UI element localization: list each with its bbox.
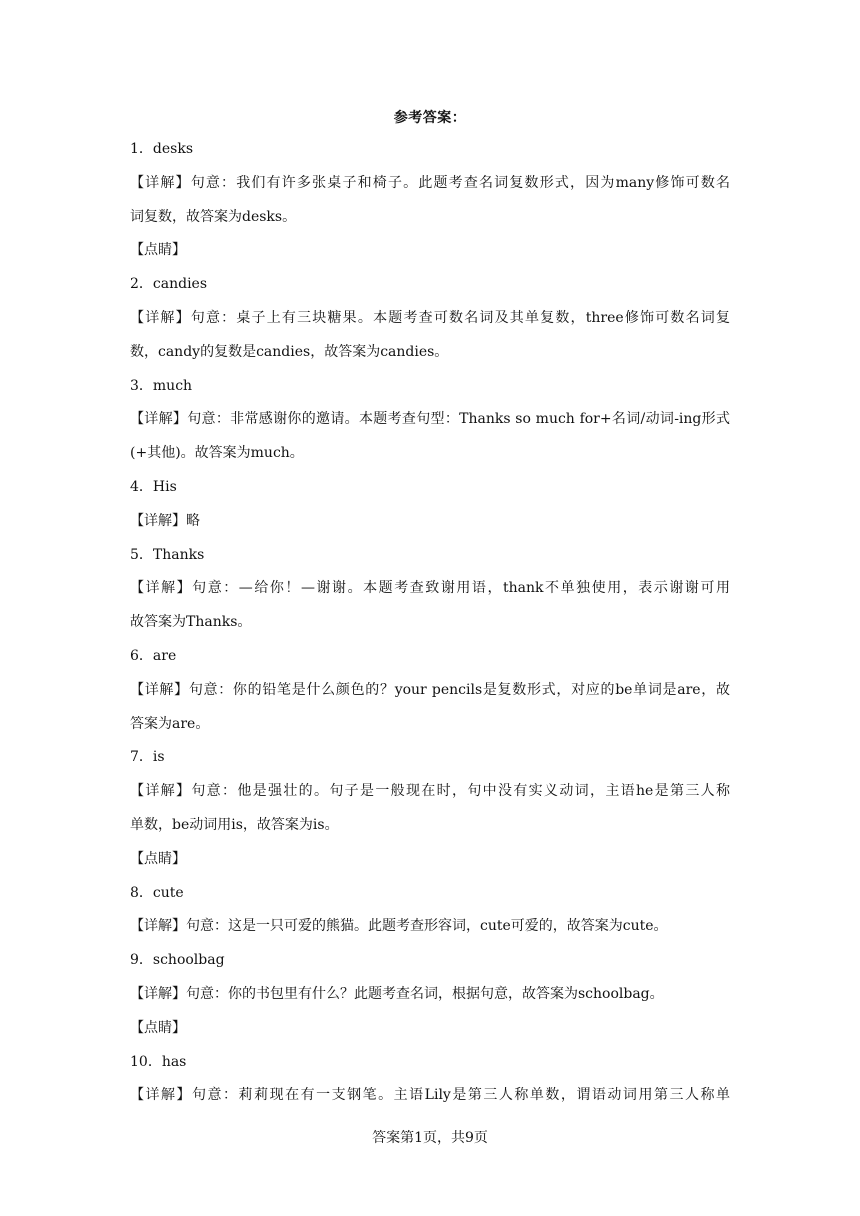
- explanation-line: 词复数，故答案为desks。: [130, 208, 297, 225]
- explanation-line: 【详解】句意：他是强壮的。句子是一般现在时，句中没有实义动词，主语he是第三人称: [130, 783, 730, 800]
- answer-number-5: 5．Thanks: [130, 546, 205, 563]
- explanation-line: 【详解】句意：你的铅笔是什么颜色的？your pencils是复数形式，对应的be单词是are，故: [130, 681, 730, 698]
- explanation-line: 【详解】略: [130, 512, 200, 529]
- answer-number-9: 9．schoolbag: [130, 952, 225, 969]
- explanation-line: 【详解】句意：桌子上有三块糖果。本题考查可数名词及其单复数，three修饰可数名词复: [130, 309, 730, 326]
- answer-number-8: 8．cute: [130, 884, 184, 901]
- explanation-line: 【详解】句意：我们有许多张桌子和椅子。此题考查名词复数形式，因为many修饰可数名: [130, 174, 730, 191]
- answer-number-6: 6．are: [130, 647, 177, 664]
- explanation-line: 【详解】句意：—给你！—谢谢。本题考查致谢用语，thank不单独使用，表示谢谢可用: [130, 580, 730, 597]
- explanation-line: 【详解】句意：你的书包里有什么？此题考查名词，根据句意，故答案为schoolbag。: [130, 985, 664, 1002]
- explanation-line: 答案为are。: [130, 715, 210, 732]
- answer-number-3: 3．much: [130, 377, 193, 394]
- explanation-line: (+其他)。故答案为much。: [130, 445, 304, 462]
- explanation-line: 【详解】句意：莉莉现在有一支钢笔。主语Lily是第三人称单数，谓语动词用第三人称单: [130, 1087, 730, 1104]
- explanation-line: 【详解】句意：非常感谢你的邀请。本题考查句型：Thanks so much for+名词/动词-ing形式: [130, 411, 730, 428]
- page-title: 参考答案：: [393, 110, 467, 126]
- explanation-line: 数，candy的复数是candies，故答案为candies。: [130, 343, 449, 360]
- answer-number-4: 4．His: [130, 478, 177, 495]
- answer-number-10: 10．has: [130, 1053, 187, 1070]
- explanation-line: 【详解】句意：这是一只可爱的熊猫。此题考查形容词，cute可爱的，故答案为cute。: [130, 918, 668, 935]
- explanation-line: 故答案为Thanks。: [130, 614, 252, 631]
- answer-number-1: 1．desks: [130, 141, 194, 157]
- page-footer: 答案第1页，共9页: [372, 1130, 488, 1146]
- answer-number-2: 2．candies: [130, 276, 208, 293]
- tip-label: 【点睛】: [130, 850, 186, 867]
- answer-number-7: 7．is: [130, 749, 165, 766]
- tip-label: 【点睛】: [130, 242, 186, 259]
- answer-body: [130, 133, 730, 1113]
- explanation-line: 单数，be动词用is，故答案为is。: [130, 816, 339, 833]
- tip-label: 【点睛】: [130, 1019, 186, 1036]
